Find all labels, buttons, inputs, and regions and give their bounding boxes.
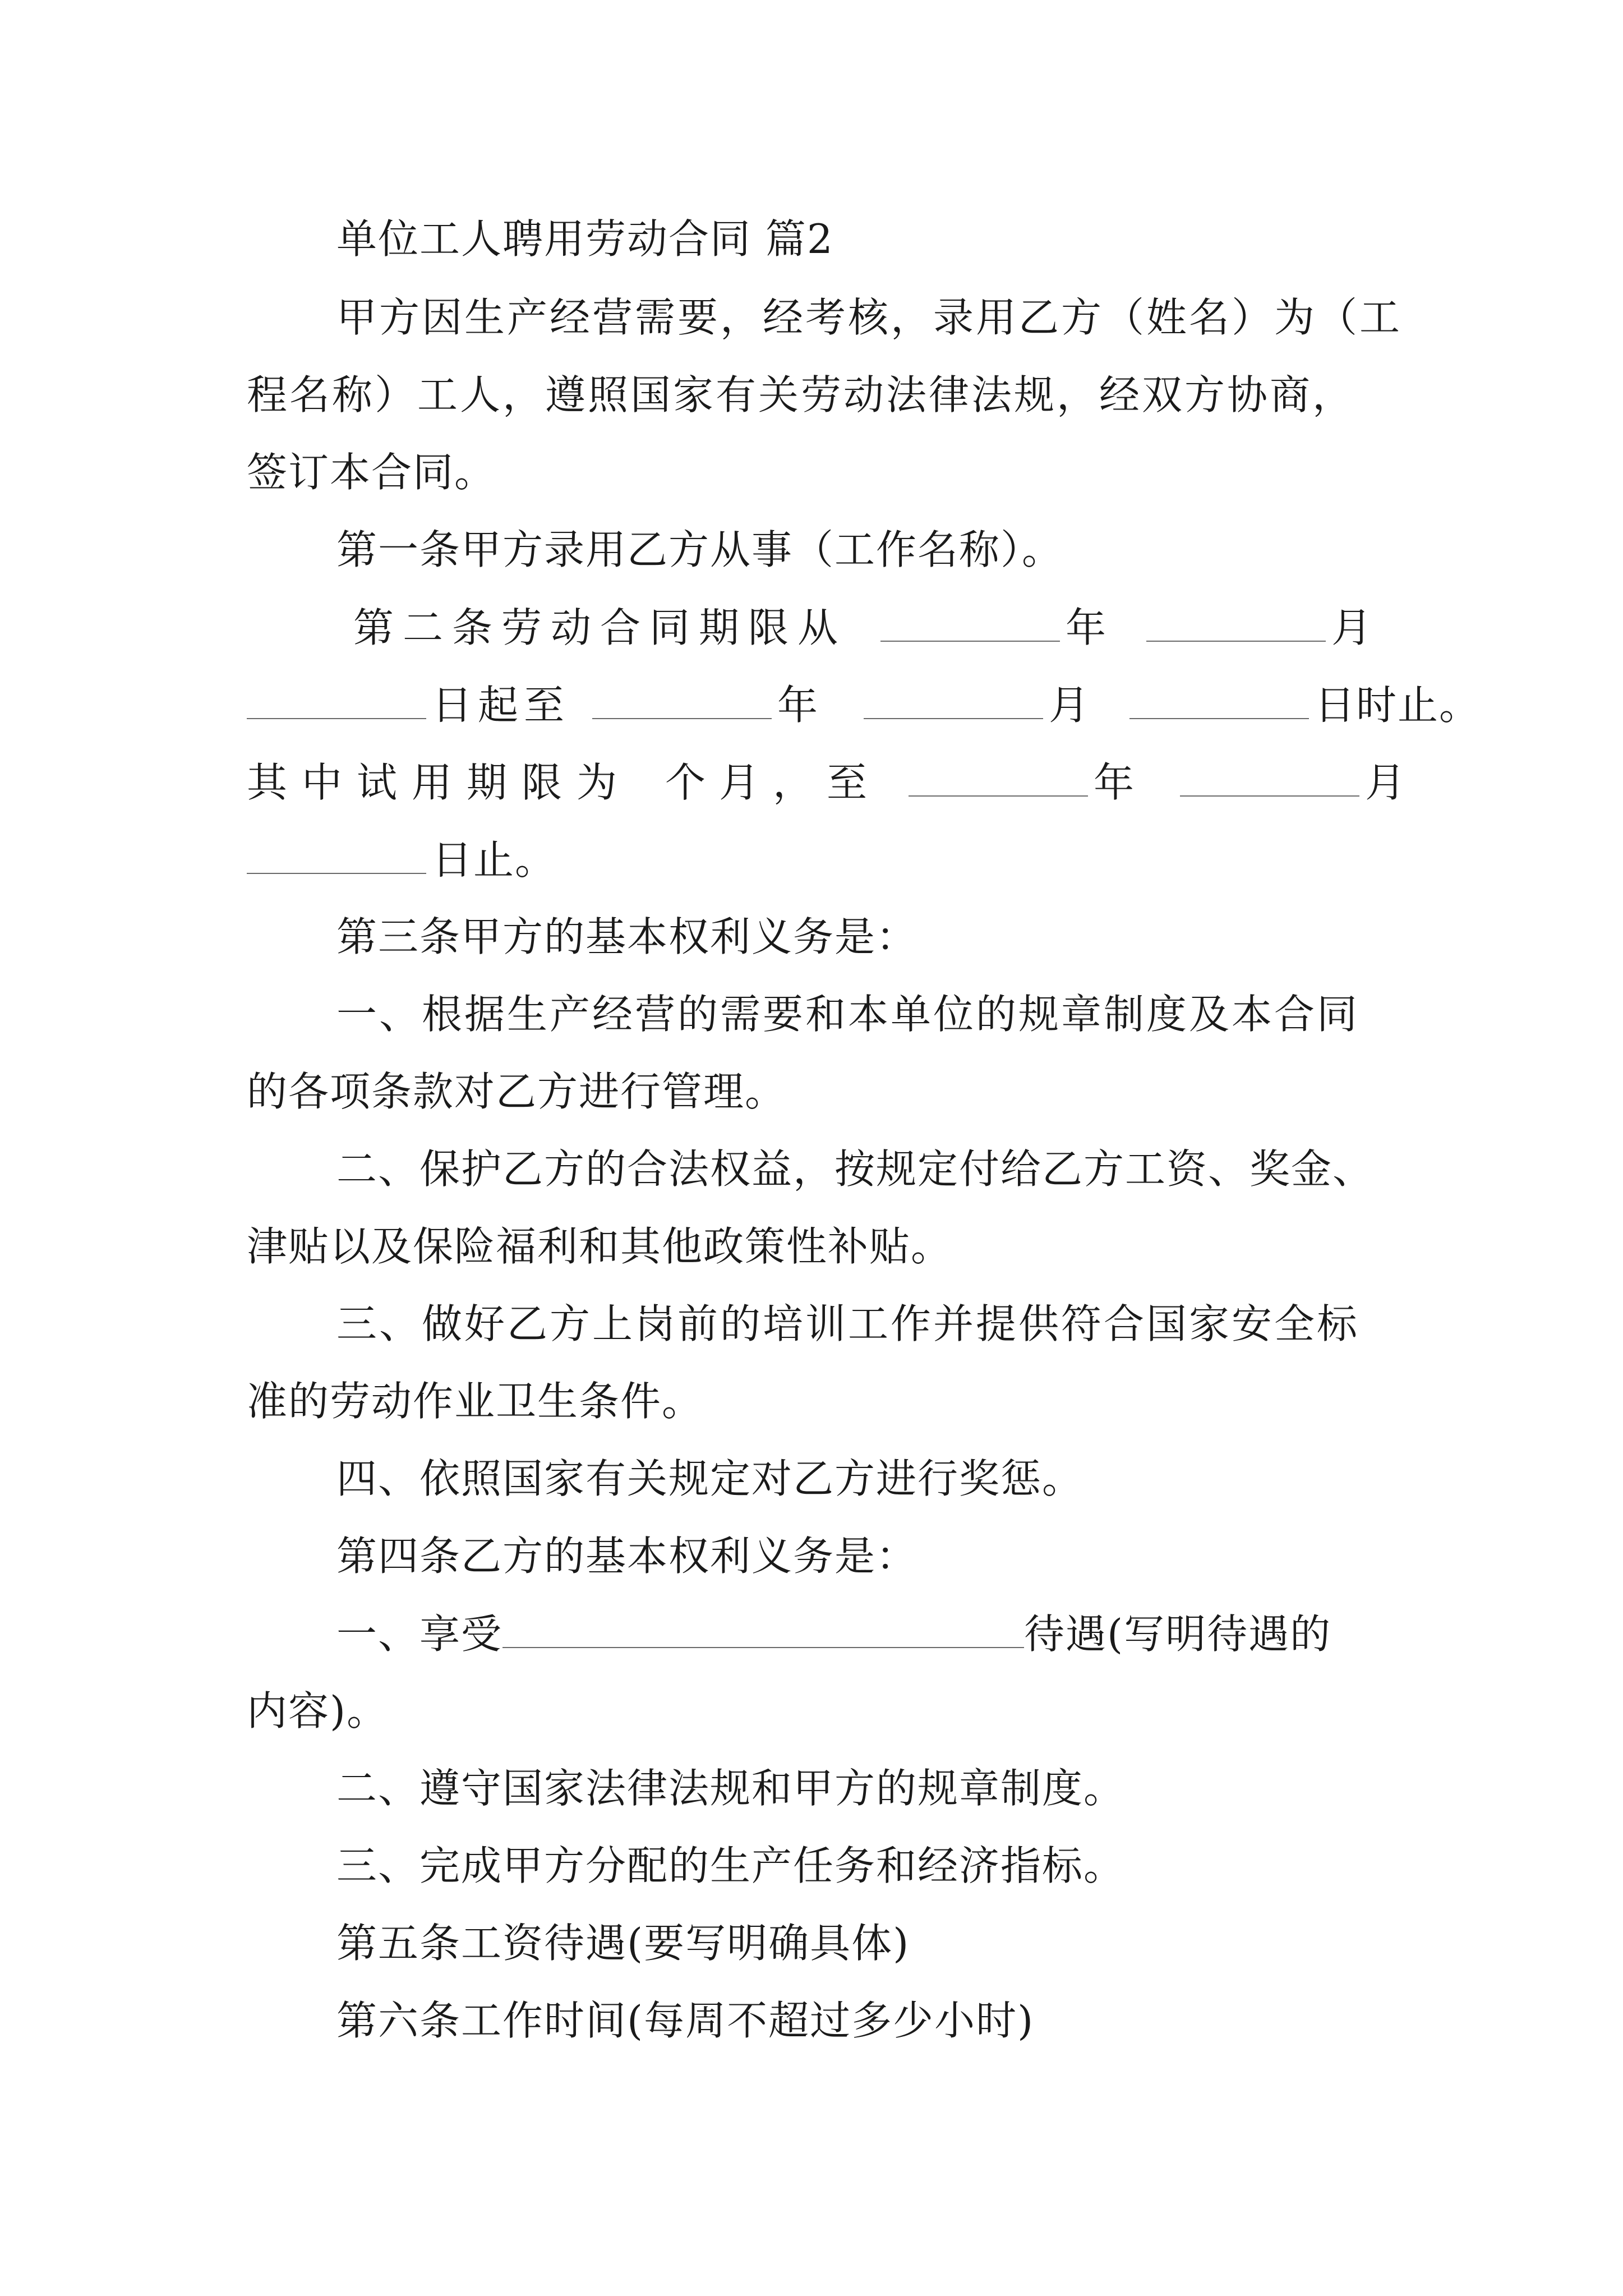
article-2-line-3 [247, 759, 1407, 806]
article-2-line-1 [353, 604, 1373, 651]
blank-end-year[interactable] [592, 684, 772, 719]
day-from-label: 日起至 [432, 682, 570, 729]
article-3-item-1-line-1: 一、根据生产经营的需要和本单位的规章制度及本合同 [336, 991, 1360, 1038]
article-3-item-2-line-1: 二、保护乙方的合法权益，按规定付给乙方工资、奖金、 [336, 1145, 1375, 1193]
blank-start-year[interactable] [880, 607, 1060, 642]
intro-line-1: 甲方因生产经营需要，经考核，录用乙方（姓名）为（工 [336, 294, 1403, 341]
year-label: 年 [1094, 759, 1136, 806]
article-6: 第六条工作时间(每周不超过多少小时) [336, 1997, 1035, 2044]
blank-start-day[interactable] [247, 684, 426, 719]
blank-probation-day[interactable] [247, 839, 426, 874]
article-3-item-1-line-2: 的各项条款对乙方进行管理。 [247, 1068, 787, 1115]
article-4-item-1-line-1 [336, 1611, 1332, 1658]
month-label: 月 [1331, 604, 1373, 651]
article-2-label: 第二条劳动合同期限从 [353, 604, 847, 651]
article-3-item-4: 四、依照国家有关规定对乙方进行奖惩。 [336, 1455, 1084, 1502]
intro-line-2: 程名称）工人，遵照国家有关劳动法律法规，经双方协商， [247, 371, 1355, 418]
article-4-item-3: 三、完成甲方分配的生产任务和经济指标。 [336, 1842, 1126, 1889]
blank-end-month[interactable] [864, 684, 1043, 719]
article-5: 第五条工资待遇(要写明确具体) [336, 1920, 910, 1967]
article-3-heading: 第三条甲方的基本权利义务是： [336, 913, 918, 960]
enjoy-label: 一、享受 [336, 1611, 503, 1658]
treatment-label: 待遇(写明待遇的 [1024, 1611, 1332, 1658]
article-4-heading: 第四条乙方的基本权利义务是： [336, 1533, 918, 1580]
article-4-item-1-line-2: 内容)。 [247, 1687, 389, 1734]
article-3-item-3-line-1: 三、做好乙方上岗前的培训工作并提供符合国家安全标 [336, 1300, 1360, 1347]
article-3-item-3-line-2: 准的劳动作业卫生条件。 [247, 1378, 704, 1425]
probation-label: 其中试用期限为 [247, 759, 632, 806]
day-stop-label: 日止。 [432, 836, 557, 884]
blank-probation-month[interactable] [1180, 762, 1359, 797]
intro-line-3: 签订本合同。 [247, 449, 496, 496]
blank-treatment[interactable] [502, 1613, 1024, 1648]
article-2-line-2 [247, 682, 1481, 729]
blank-start-month[interactable] [1146, 607, 1326, 642]
article-4-item-2: 二、遵守国家法律法规和甲方的规章制度。 [336, 1765, 1126, 1812]
blank-end-day[interactable] [1129, 684, 1309, 719]
document-title: 单位工人聘用劳动合同 篇2 [336, 215, 834, 263]
article-2-line-4 [247, 836, 557, 884]
article-1: 第一条甲方录用乙方从事（工作名称）。 [336, 526, 1064, 573]
blank-probation-year[interactable] [909, 762, 1088, 797]
month-label: 月 [1049, 682, 1091, 729]
day-end-label: 日时止。 [1315, 682, 1481, 729]
probation-months-label: 个月，至 [665, 759, 881, 806]
month-label: 月 [1365, 759, 1407, 806]
year-label: 年 [777, 682, 819, 729]
year-label: 年 [1066, 604, 1108, 651]
article-3-item-2-line-2: 津贴以及保险福利和其他政策性补贴。 [247, 1223, 953, 1270]
